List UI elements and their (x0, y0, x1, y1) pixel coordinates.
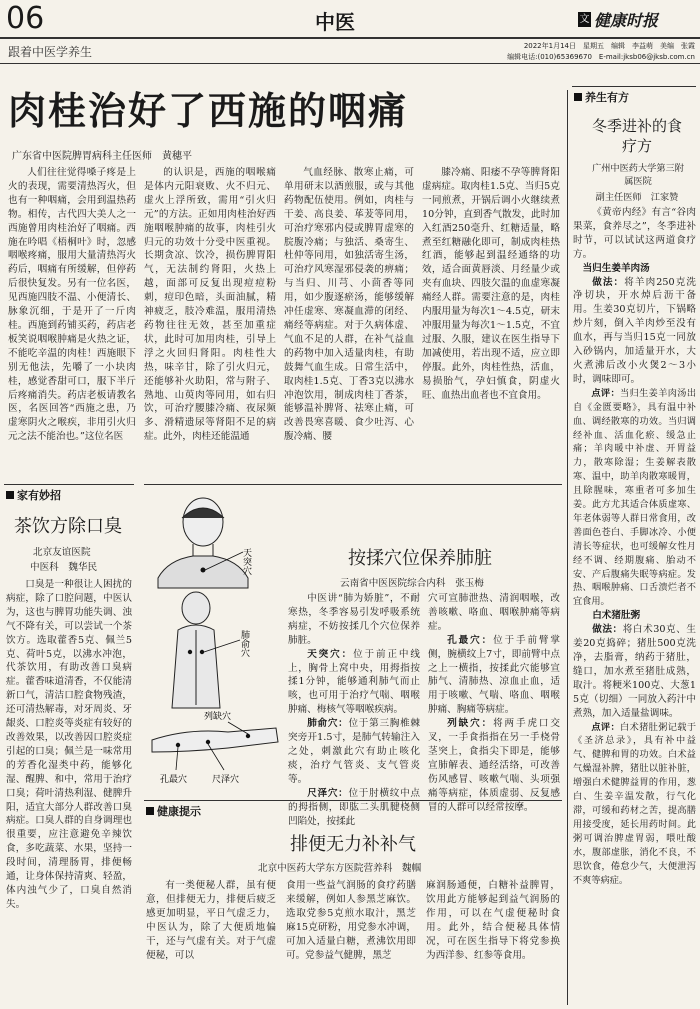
headline: 肉桂治好了西施的咽痛 (8, 89, 409, 133)
main-col-3: 气血经脉、散寒止痛，可单用研末以酒煎服，或与其他药物配伍使用。例如，肉桂与干姜、高良姜、荜茇等同用，可治疗寒邪内侵或脾胃虚寒的脘腹冷痛；与独活、桑寄生、杜仲等同用，如独活寄生汤，可治疗风寒湿邪侵袭的痹痛；与当归、川芎、小茴香等同用，如少腹逐瘀汤，能够缓解冲任虚寒、寒凝血滞的闭经、痛经等病症。对于久病体虚、气血不足的人群，在补气益血的药物中加入适量肉桂，有助鼓舞气血生成。日常生活中，取肉桂1.5克、丁香3克以沸水冲泡饮用，制成肉桂丁香茶，能够温补脾肾、祛寒止痛，可改善畏寒喜暖、食少吐泻、心腹冷痛、腰 (284, 167, 414, 443)
masthead-bottom-rule (0, 63, 700, 64)
health-col-2: 食用一些益气润肠的食疗药膳来缓解，例如人参黑芝麻饮。选取党参5克煎水取汁，黑芝麻15克研粉，用党参水冲调，可加入适量白糖，煮沸饮用即可。党参益气健脾，黑芝 (286, 880, 416, 961)
acupoint-rule (144, 484, 562, 485)
square-bullet-icon (6, 491, 14, 499)
acupoint-col-1: 中医讲“肺为娇脏”，不耐寒热，冬季容易引发呼吸系统病症，不妨按揉几个穴位保养肺脏。 天突穴：位于前正中线上，胸骨上窝中央，用拇指按揉1分钟，能够通利肺气而止咳，也可用于治疗气喘、咽喉肿痛、梅核气等咽喉疾病。 肺俞穴：位于第三胸椎棘突旁开1.5寸，是肺气转输注入之处，刺激此穴有助止咳化痰，治疗气管炎、支气管炎等。 尺泽穴：位于肘横纹中点的拇指侧，即肱二头肌腱桡侧凹陷处，按揉此 (288, 593, 421, 827)
masthead-top-rule (0, 37, 700, 39)
back-figure (172, 592, 220, 708)
masthead-meta-1: 2022年1月14日 星期五 编辑 李益萌 美编 张霞 (523, 42, 695, 50)
sidebar-hospital: 广州中医药大学第三附属医院 (592, 163, 684, 187)
acupoint-figure (148, 490, 283, 790)
tips-body: 口臭是一种很让人困扰的病症，除了口腔问题，中医认为，这也与脾胃功能失调、浊气不降有关，可以尝试一个茶饮方。选取藿香5克、佩兰5克、荷叶5克，以沸水冲泡，代茶饮用，有助改善口臭病症。藿香味道清香，不仅能清新口气，清洁口腔食物残渣，还可清热解毒，对牙周炎、牙龈炎、口腔炎等炎症有较好的改善效果，以改善因口腔炎症引起的口臭；佩兰是一味常用的芳香化湿类中药，能够化湿、醒脾、和中，常用于治疗口臭；荷叶清热利湿、健脾升阳，适宜大部分人群改善口臭病症。口臭人群的自身调理也很重要，应注意避免辛辣饮食，多吃蔬菜、水果，坚持一段时间，清理肠胃，排便畅通，让身体保持清爽、轻盈，体内浊气少了，口臭自然消失。 (6, 579, 132, 910)
feishu-label: 肺俞穴 (239, 630, 249, 657)
sidebar-author: 副主任医师 江家赞 (595, 192, 679, 203)
section-title: 中医 (315, 10, 355, 34)
logo: 文 健康时报 (579, 11, 659, 30)
health-section-header: 健康提示 (146, 803, 201, 819)
sidebar-title: 冬季进补的食疗方 (592, 117, 683, 155)
masthead-meta-2: 编辑电话:(010)65369670 E-mail:jksb06@jksb.com.cn (507, 53, 695, 61)
sidebar-rule (572, 86, 696, 87)
tips-author: 中医科 魏华民 (30, 562, 98, 573)
page-number: 06 (6, 1, 45, 36)
square-bullet-icon (146, 807, 154, 815)
tianzhu-label: 天突穴 (241, 548, 251, 575)
sidebar-body: 《黄帝内经》有言“谷肉果菜，食养尽之”，冬季进补时节，可以试试这两道食疗方。 当归生姜羊肉汤 做法：将羊肉250克洗净切块，开水焯后沥干备用。生姜30克切片，下锅略炒片刻，倒入羊肉炒至没有血水，再与当归15克一同放入砂锅内，加适量开水，大火煮沸后改小火煲2～3小时，调味即可。 点评：当归生姜羊肉汤出自《金匮要略》，具有温中补血、调经散寒的功效。当归调经补血、活血化瘀、缓急止痛；羊肉暖中补虚、开胃益力，散寒除湿；生姜解表散寒、温中，助羊肉散寒暖胃，且除腥味，寒重者可多加生姜。此方尤其适合体质虚寒、年老体弱等人群日常食用，改善面色苍白、手脚冰冷、小便清长等症状，也可缓解女性月经不调、经期腹痛、胎动不安、产后腹痛失眠等病症。发热、咽喉肿痛、口舌溃烂者不宜食用。 白术猪肚粥 做法：将白术30克、生姜20克捣碎；猪肚500克洗净，去脂膏，纳药于猪肚，缝口，加水煮至猪肚成熟，取汁。将粳米100克、大葱15克（切细）一同放入药汁中煮熟，加入适量盐调味。 点评：白术猪肚粥记载于《圣济总录》，具有补中益气、健脾和胃的功效。白术益气燥湿补脾，猪肚以脏补脏，增强白术健脾益胃的作用，葱白、生姜辛温发散，行气化滞，可缓和药材之苦，提高膳用接受度，延长用药时间。此粥可调治脾虚胃弱，喂吐酸水，腹部虚胀，消化不良，不思饮食，倦怠少气，大便泄泻不爽等病症。 (573, 207, 697, 886)
health-col-3: 麻润肠通便，白糖补益脾胃，饮用此方能够起到益气润肠的作用，可以在气虚便秘时食用。此外，结合便秘具体情况，可在医生指导下将党参换为西洋参、红参等食用。 (426, 880, 560, 961)
arm-figure (152, 728, 278, 752)
square-bullet-icon (574, 93, 582, 101)
head-figure (158, 498, 248, 588)
tianzhu-point (201, 568, 206, 573)
logo-icon: 文 (579, 14, 590, 25)
acupoint-byline: 云南省中医医院综合内科 张玉梅 (340, 578, 484, 589)
health-title: 排便无力补补气 (290, 834, 416, 855)
main-col-2: 的认识是，西施的咽喉痛是体内元阳衰败、火不归元、虚火上浮所致，需用“引火归元”的方法。正如用肉桂治好西施咽喉肿痛的故事，肉桂引火归元的功效十分受中医重视。长期贪凉、饮冷，损伤脾胃阳气，无法制约肾阳，火热上越，面部可反复出现痘痘粉刺，痘印色暗，头面油腻，精神疲乏，肢冷难温，服用清热药物往往无效，甚至加重症状，此时可加用肉桂，引导上浮之火回归肾阳。肉桂性大热，味辛甘，除了引火归元，还能够补火助阳，常与附子、熟地、山萸肉等同用，如右归饮，可治疗腰膝冷痛、夜尿频多、滑精遗尿等肾阳不足的病症。此外，肉桂还能温通 (144, 167, 276, 443)
lieque-label: 列缺穴 (204, 712, 232, 722)
main-col-4: 膝冷痛、阳痿不孕等脾肾阳虚病症。取肉桂1.5克、当归5克一同煎煮，开锅后调小火继续煮10分钟，直到香气散发，此时加入红酒250毫升、红糖适量，略煮至红糖融化即可，制成肉桂热红酒，能够起到温经通络的功效，适合面黄唇淡、月经量少或夹有血块、四肢欠温的血虚寒凝痛经人群。需要注意的是，肉桂内服用量为每次1～4.5克，研末冲服用量为每次1～1.5克，不宜过服、久服，建议在医生指导下加减使用，若出现不适，应立即停服。此外，肉桂性热，活血，易损胎气，孕妇慎食，阴虚火旺、血热出血者也不宜食用。 (422, 167, 560, 401)
tips-rule (4, 484, 134, 485)
tips-section-header: 家有妙招 (6, 487, 61, 503)
health-byline: 北京中医药大学东方医院营养科 魏帼 (258, 863, 422, 874)
column-name: 跟着中医学养生 (8, 45, 93, 59)
main-byline: 广东省中医院脾胃病科主任医师 黄穗平 (12, 151, 192, 162)
health-rule (144, 800, 562, 801)
acupoint-title: 按揉穴位保养肺脏 (348, 548, 492, 569)
tips-hospital: 北京友谊医院 (33, 547, 91, 558)
sidebar-section-header: 养生有方 (574, 89, 629, 105)
main-col-1: 人们往往觉得嗓子疼是上火的表现，需要清热泻火，但也有一种咽痛，会用到温热药物。相传，古代四大美人之一西施曾用肉桂治好了咽痛。西施在吟唱《梧桐叶》时，忽感咽喉疼痛，服用大量清热泻火药后，咽痛有所缓解，但停药后很快复发。另有一位名医，见西施四肢不温、小便清长、脉象沉细，于是开了一斤肉桂。西施到药铺买药，药店老板笑说咽喉肿痛是火热之证，不能吃辛温的肉桂！西施眼下别无他法，先嚼了一小块肉桂，感觉香甜可口，服下半斤后疼痛消失。药店老板请教名医，名医回答“西施之患，乃虚寒阴火之喉疾，非用引火归元之法不能治也。”这位名医 (8, 167, 136, 443)
column-divider (567, 90, 568, 1005)
chize-label: 尺泽穴 (212, 775, 240, 785)
health-col-1: 有一类便秘人群，虽有便意，但排便无力，排便后疲乏感更加明显，平日气虚乏力，中医认为，除了大便质地偏干，还与气虚有关。对于气虚便秘，可以 (146, 880, 276, 961)
kongzui-label: 孔最穴 (160, 775, 188, 785)
acupoint-col-2: 穴可宣肺泄热、清润咽喉，改善咳嗽、咯血、咽喉肿痛等病症。 孔最穴：位于手前臂掌侧，腕横纹上7寸，即前臂中点之上一横指，按揉此穴能够宣肺气、清肺热、凉血止血，适用于咳嗽、气喘、咯血、咽喉肿痛、胸痛等病症。 列缺穴：将两手虎口交叉，一手食指指在另一手桡骨茎突上，食指尖下即是，能够宣肺解表、通经活络，可改善伤风感冒、咳嗽气喘、头项强痛等病症，体质虚弱、反复感冒的人群可以经常按摩。 (428, 593, 560, 813)
tips-title: 茶饮方除口臭 (14, 516, 122, 537)
